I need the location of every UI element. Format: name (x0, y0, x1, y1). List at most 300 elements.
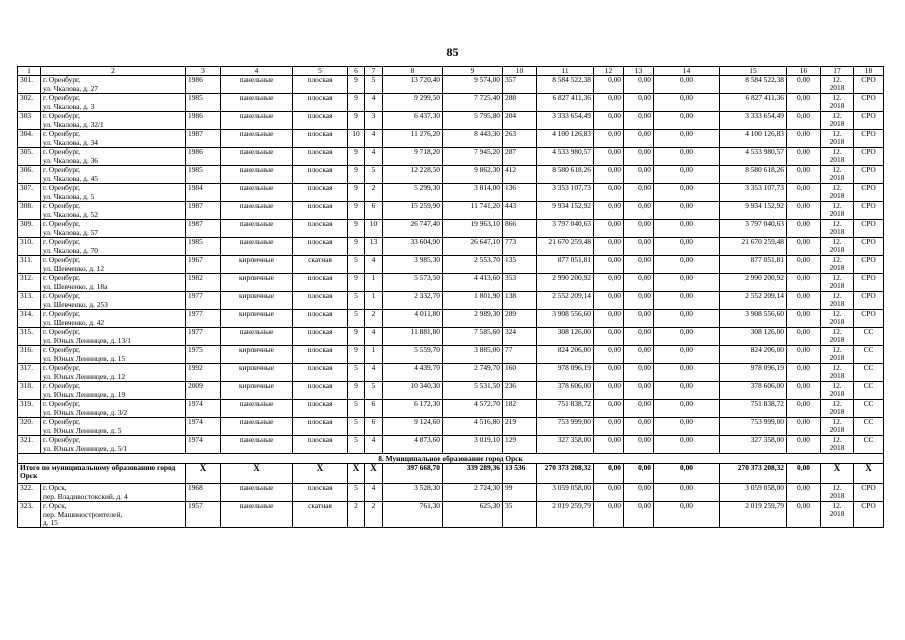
owner-funds-cell (720, 148, 787, 166)
deadline-cell (821, 436, 854, 454)
zero-cell (594, 220, 624, 238)
total-area-cell-text: 9 124,60 (414, 417, 440, 427)
wall-material-cell (221, 166, 293, 184)
living-area-cell (443, 238, 503, 256)
entrances-cell-text: 4 (371, 93, 376, 103)
residents-cell (503, 274, 537, 292)
year-cell-text: 1977 (188, 291, 203, 301)
zero-cell (654, 292, 720, 310)
residents-cell-text: 412 (505, 165, 517, 175)
zero-cell-text: 0,00 (608, 327, 621, 337)
residents-cell-text: 866 (505, 219, 517, 229)
row-number-text: 317. (20, 363, 33, 373)
residents-cell (503, 436, 537, 454)
entrances-cell-text: 4 (371, 435, 376, 445)
year-cell-text: 1985 (188, 165, 203, 175)
living-area-cell-text: 8 443,30 (474, 129, 500, 139)
zero-cell (787, 76, 821, 94)
roof-type-cell-text: плоская (307, 309, 333, 319)
table-row (18, 76, 884, 94)
roof-type-cell (293, 274, 348, 292)
zero-cell (654, 484, 720, 502)
living-area-cell-text: 5 795,80 (474, 111, 500, 121)
year-cell-text: 1982 (188, 273, 203, 283)
owner-funds-cell-text: 8 580 618,26 (745, 165, 784, 175)
year-cell-text: 2009 (188, 381, 203, 391)
x-mark (186, 464, 221, 484)
year-cell-text: 1984 (188, 183, 203, 193)
deadline-cell (821, 94, 854, 112)
owner-funds-cell-text: 3 797 040,63 (745, 219, 784, 229)
owner-funds-cell-text: 3 353 107,73 (745, 183, 784, 193)
wall-material-cell-text: кирпичные (238, 273, 275, 283)
owner-funds-cell-text: 3 908 556,60 (745, 309, 784, 319)
owner-funds-cell (720, 184, 787, 202)
x-mark-text: X (833, 463, 841, 474)
fund-method-cell-text: СС (863, 381, 874, 391)
zero-cell-text: 0,00 (797, 147, 810, 157)
fund-method-cell-text: СРО (861, 483, 876, 493)
zero-cell-text: 0,00 (608, 273, 621, 283)
cost-total-cell-text: 308 126,00 (557, 327, 591, 337)
cost-total-cell (537, 382, 594, 400)
table-row (18, 364, 884, 382)
roof-type-cell-text: плоская (307, 381, 333, 391)
living-area-cell-text: 7 585,60 (474, 327, 500, 337)
zero-cell (624, 202, 654, 220)
zero-cell-text: 0,00 (638, 435, 651, 445)
zero-cell (594, 382, 624, 400)
cost-total-cell-text: 3 797 040,63 (552, 219, 591, 229)
zero-cell (594, 364, 624, 382)
deadline-cell (821, 502, 854, 528)
floors-cell-text: 5 (354, 399, 358, 409)
living-area-cell (443, 184, 503, 202)
year-cell (186, 400, 221, 418)
row-number-text: 312. (20, 273, 33, 283)
residents-cell (503, 220, 537, 238)
wall-material-cell (221, 502, 293, 528)
zero-cell-text: 0,00 (608, 345, 621, 355)
owner-funds-cell-text: 4 533 980,57 (745, 147, 784, 157)
living-area-sum-text: 339 289,36 (466, 463, 500, 473)
x-mark (348, 464, 365, 484)
deadline-cell (821, 76, 854, 94)
cost-total-cell-text: 21 670 259,48 (548, 237, 591, 247)
owner-funds-cell (720, 502, 787, 528)
zero-cell-text: 0,00 (680, 165, 693, 175)
zero-cell (624, 256, 654, 274)
floors-cell-text: 5 (354, 435, 358, 445)
cost-total-cell-text: 2 552 209,14 (552, 291, 591, 301)
owner-funds-cell-text: 824 206,00 (750, 345, 784, 355)
deadline-cell (821, 202, 854, 220)
floors-cell-text: 9 (354, 381, 358, 391)
wall-material-cell-text: панельные (239, 483, 274, 493)
residents-cell-text: 236 (505, 381, 517, 391)
floors-cell (348, 382, 365, 400)
fund-method-cell (854, 346, 884, 364)
zero-cell-text: 0,00 (608, 183, 621, 193)
wall-material-cell (221, 346, 293, 364)
column-number-15: 15 (720, 67, 787, 76)
zero-cell-text: 0,00 (608, 201, 621, 211)
floors-cell (348, 484, 365, 502)
roof-type-cell (293, 220, 348, 238)
address-cell-text: ул. Чкалова, д. 5 (43, 191, 95, 201)
address-cell-text: ул. Юных Ленинцев, д. 12 (43, 371, 126, 381)
year-cell (186, 484, 221, 502)
wall-material-cell-text: панельные (239, 399, 274, 409)
deadline-cell-text: 12. (832, 201, 842, 211)
wall-material-cell-text: панельные (239, 75, 274, 85)
floors-cell-text: 9 (354, 111, 358, 121)
roof-type-cell-text: плоская (307, 345, 333, 355)
floors-cell-text: 9 (354, 75, 358, 85)
zero-cell (594, 202, 624, 220)
living-area-cell-text: 26 647,10 (470, 237, 500, 247)
residents-cell-text: 138 (505, 291, 517, 301)
residents-cell (503, 148, 537, 166)
living-area-cell-text: 7 945,20 (474, 147, 500, 157)
fund-method-cell-text: СРО (861, 165, 876, 175)
wall-material-cell-text: кирпичные (238, 255, 275, 265)
zero-cell (654, 502, 720, 528)
living-area-sum (443, 464, 503, 484)
row-number-text: 314. (20, 309, 33, 319)
deadline-cell-text: 2018 (829, 443, 845, 453)
zero-cell-text: 0,00 (638, 417, 651, 427)
entrances-cell (365, 400, 383, 418)
residents-cell-text: 263 (505, 129, 517, 139)
address-cell-text: ул. Юных Ленинцев, д. 5 (43, 425, 122, 435)
residents-cell (503, 418, 537, 436)
row-number-text: 315. (20, 327, 33, 337)
deadline-cell-text: 2018 (829, 119, 845, 129)
floors-cell (348, 166, 365, 184)
table-row (18, 436, 884, 454)
owner-funds-cell (720, 382, 787, 400)
deadline-cell (821, 184, 854, 202)
fund-method-cell-text: СРО (861, 309, 876, 319)
entrances-cell-text: 2 (371, 183, 376, 193)
zero-cell-text: 0,00 (797, 501, 810, 511)
floors-cell-text: 9 (354, 93, 358, 103)
deadline-cell-text: 2018 (829, 101, 845, 111)
roof-type-cell (293, 484, 348, 502)
table-row (18, 184, 884, 202)
owner-funds-cell-text: 327 358,00 (750, 435, 784, 445)
floors-cell-text: 9 (354, 273, 358, 283)
roof-type-cell-text: скатная (308, 501, 332, 511)
year-cell (186, 148, 221, 166)
table-row (18, 94, 884, 112)
zero-cell (594, 484, 624, 502)
address-cell-text: г. Оренбург, (43, 273, 81, 283)
year-cell-text: 1987 (188, 201, 203, 211)
owner-funds-cell (720, 436, 787, 454)
zero-cell (787, 94, 821, 112)
deadline-cell-text: 2018 (829, 371, 845, 381)
roof-type-cell-text: плоская (307, 327, 333, 337)
table-row (18, 220, 884, 238)
address-cell (41, 274, 186, 292)
zero-cell-text: 0,00 (797, 309, 810, 319)
cost-total-cell (537, 94, 594, 112)
zero-cell-text: 0,00 (608, 147, 621, 157)
address-cell-text: г. Оренбург, (43, 111, 81, 121)
roof-type-cell (293, 202, 348, 220)
living-area-cell (443, 502, 503, 528)
address-cell-text: ул. Шевченко, д. 42 (43, 317, 105, 327)
address-cell-text: ул. Чкалова, д. 34 (43, 137, 98, 147)
cost-total-cell-text: 751 838,72 (557, 399, 591, 409)
owner-funds-cell-text: 8 584 522,38 (745, 75, 784, 85)
roof-type-cell (293, 148, 348, 166)
address-cell-text: г. Орск, (43, 483, 67, 493)
zero-cell-text: 0,00 (680, 327, 693, 337)
floors-cell (348, 310, 365, 328)
roof-type-cell (293, 94, 348, 112)
entrances-cell-text: 4 (371, 483, 376, 493)
living-area-cell-text: 5 531,50 (474, 381, 500, 391)
entrances-cell (365, 166, 383, 184)
roof-type-cell-text: плоская (307, 75, 333, 85)
zero-cell-text: 0,00 (680, 309, 693, 319)
wall-material-cell-text: панельные (239, 237, 274, 247)
residents-cell-text: 287 (505, 147, 517, 157)
deadline-cell-text: 12. (832, 345, 842, 355)
entrances-cell-text: 3 (371, 111, 376, 121)
zero-cell (654, 328, 720, 346)
total-area-cell (383, 400, 443, 418)
roof-type-cell (293, 130, 348, 148)
residents-cell (503, 400, 537, 418)
deadline-cell (821, 364, 854, 382)
owner-funds-cell (720, 202, 787, 220)
residents-cell (503, 94, 537, 112)
total-area-sum (383, 464, 443, 484)
entrances-cell-text: 6 (371, 417, 376, 427)
fund-method-cell (854, 112, 884, 130)
fund-method-cell (854, 310, 884, 328)
table-row (18, 292, 884, 310)
residents-cell (503, 346, 537, 364)
deadline-cell-text: 2018 (829, 281, 845, 291)
column-number-10: 10 (503, 67, 537, 76)
wall-material-cell (221, 94, 293, 112)
roof-type-cell (293, 436, 348, 454)
table-row (18, 130, 884, 148)
year-cell (186, 310, 221, 328)
owner-funds-cell-text: 21 670 259,48 (741, 237, 784, 247)
fund-method-cell-text: СРО (861, 201, 876, 211)
floors-cell-text: 5 (354, 255, 358, 265)
address-cell (41, 256, 186, 274)
zero-cell (654, 346, 720, 364)
floors-cell-text: 5 (354, 291, 358, 301)
zero-cell (624, 418, 654, 436)
living-area-cell (443, 94, 503, 112)
total-area-cell (383, 292, 443, 310)
zero-cell-text: 0,00 (638, 201, 651, 211)
fund-method-cell (854, 94, 884, 112)
living-area-cell (443, 166, 503, 184)
owner-funds-cell (720, 112, 787, 130)
zero-cell-text: 0,00 (608, 111, 621, 121)
total-area-cell (383, 364, 443, 382)
deadline-cell-text: 2018 (829, 227, 845, 237)
fund-method-cell (854, 76, 884, 94)
living-area-cell-text: 19 963,10 (470, 219, 500, 229)
roof-type-cell-text: плоская (307, 483, 333, 493)
cost-total-cell-text: 3 333 654,49 (552, 111, 591, 121)
entrances-cell (365, 292, 383, 310)
address-cell-text: г. Оренбург, (43, 183, 81, 193)
living-area-cell-text: 7 725,40 (474, 93, 500, 103)
zero-cell-text: 0,00 (608, 129, 621, 139)
deadline-cell-text: 12. (832, 417, 842, 427)
living-area-cell-text: 2 724,30 (474, 483, 500, 493)
residents-sum (503, 464, 537, 484)
entrances-cell (365, 130, 383, 148)
zero-cell (654, 238, 720, 256)
total-area-cell (383, 76, 443, 94)
fund-method-cell (854, 418, 884, 436)
roof-type-cell-text: плоская (307, 165, 333, 175)
deadline-cell (821, 256, 854, 274)
wall-material-cell-text: панельные (239, 201, 274, 211)
zero-cell-text: 0,00 (797, 165, 810, 175)
floors-cell (348, 502, 365, 528)
address-cell-text: ул. Юных Ленинцев, д. 13/1 (43, 335, 131, 345)
zero-cell-text: 0,00 (797, 399, 810, 409)
zero-cell (594, 310, 624, 328)
zero-cell-text: 0,00 (680, 363, 693, 373)
owner-funds-cell (720, 310, 787, 328)
zero-cell (787, 484, 821, 502)
zero-cell (654, 256, 720, 274)
address-cell-text: г. Оренбург, (43, 93, 81, 103)
year-cell (186, 382, 221, 400)
zero-cell (787, 202, 821, 220)
floors-cell (348, 418, 365, 436)
table-row (18, 166, 884, 184)
cost-total-cell-text: 753 999,00 (557, 417, 591, 427)
zero-cell-text: 0,00 (797, 463, 810, 473)
cost-total-cell (537, 130, 594, 148)
year-cell-text: 1975 (188, 345, 203, 355)
floors-cell (348, 400, 365, 418)
address-cell (41, 238, 186, 256)
deadline-cell-text: 2018 (829, 191, 845, 201)
address-cell-text: ул. Чкалова, д. 32/1 (43, 119, 104, 129)
row-number-text: 311. (20, 255, 33, 265)
wall-material-cell (221, 130, 293, 148)
year-cell-text: 1985 (188, 237, 203, 247)
year-cell (186, 418, 221, 436)
fund-method-cell-text: СРО (861, 129, 876, 139)
zero-cell (787, 112, 821, 130)
living-area-cell-text: 2 553,70 (474, 255, 500, 265)
row-number (18, 76, 41, 94)
wall-material-cell (221, 112, 293, 130)
residents-cell-text: 136 (505, 183, 517, 193)
wall-material-cell-text: панельные (239, 147, 274, 157)
entrances-cell (365, 382, 383, 400)
zero-cell (594, 166, 624, 184)
deadline-cell (821, 418, 854, 436)
residents-cell-text: 357 (505, 75, 517, 85)
living-area-cell-text: 11 741,20 (470, 201, 500, 211)
cost-total-cell (537, 274, 594, 292)
zero-cell-text: 0,00 (608, 363, 621, 373)
roof-type-cell (293, 364, 348, 382)
deadline-cell-text: 12. (832, 327, 842, 337)
fund-method-cell (854, 292, 884, 310)
total-area-cell-text: 4 439,70 (414, 363, 440, 373)
fund-method-cell-text: СРО (861, 273, 876, 283)
zero-cell (594, 112, 624, 130)
zero-cell (624, 502, 654, 528)
row-number-text: 321. (20, 435, 33, 445)
total-area-cell-text: 4 873,60 (414, 435, 440, 445)
year-cell (186, 220, 221, 238)
fund-method-cell (854, 148, 884, 166)
entrances-cell (365, 238, 383, 256)
address-cell-text: ул. Юных Ленинцев, д. 3/2 (43, 407, 128, 417)
zero-cell (787, 274, 821, 292)
zero-cell (787, 166, 821, 184)
deadline-cell-text: 12. (832, 75, 842, 85)
fund-method-cell (854, 166, 884, 184)
x-mark (293, 464, 348, 484)
roof-type-cell (293, 328, 348, 346)
x-mark (821, 464, 854, 484)
roof-type-cell (293, 184, 348, 202)
zero-cell (787, 418, 821, 436)
residents-cell (503, 112, 537, 130)
address-cell-text: г. Оренбург, (43, 309, 81, 319)
column-number-6: 6 (348, 67, 365, 76)
roof-type-cell-text: плоская (307, 237, 333, 247)
fund-method-cell (854, 220, 884, 238)
floors-cell (348, 364, 365, 382)
address-cell (41, 436, 186, 454)
floors-cell (348, 436, 365, 454)
cost-total-cell-text: 378 606,00 (557, 381, 591, 391)
municipality-total-row (18, 464, 884, 484)
year-cell (186, 346, 221, 364)
year-cell (186, 256, 221, 274)
zero-cell (624, 274, 654, 292)
address-cell (41, 94, 186, 112)
column-number-16: 16 (787, 67, 821, 76)
zero-cell-text: 0,00 (608, 435, 621, 445)
living-area-cell (443, 220, 503, 238)
owner-funds-cell (720, 418, 787, 436)
zero-cell (787, 436, 821, 454)
row-number (18, 166, 41, 184)
residents-cell (503, 328, 537, 346)
zero-cell-text: 0,00 (638, 291, 651, 301)
floors-cell (348, 292, 365, 310)
x-mark-text: X (865, 463, 872, 474)
year-cell-text: 1977 (188, 309, 203, 319)
table-row (18, 148, 884, 166)
deadline-cell-text: 12. (832, 273, 842, 283)
row-number-text: 308. (20, 201, 33, 211)
